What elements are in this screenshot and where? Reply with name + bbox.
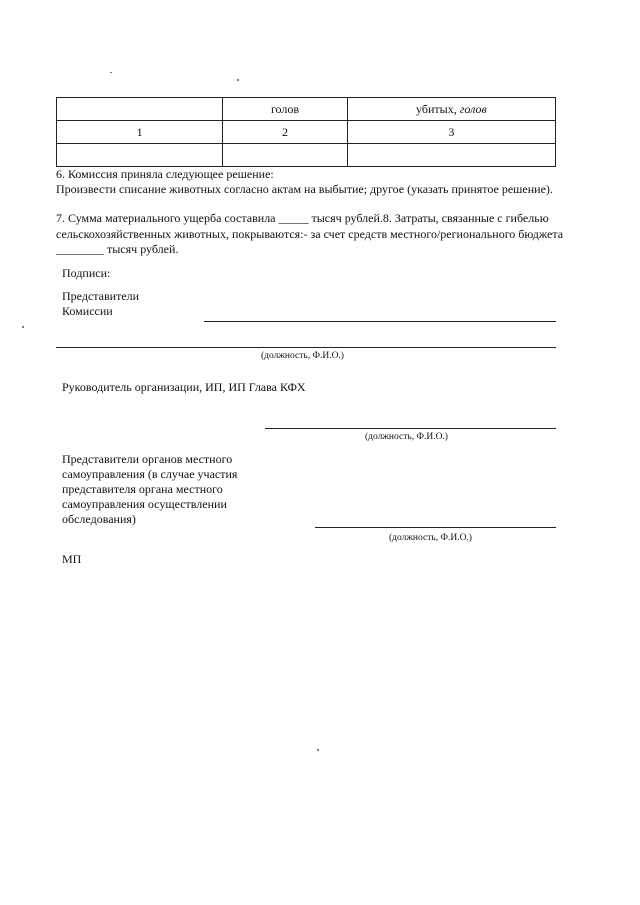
- table-cell: [223, 144, 348, 167]
- table-cell: [57, 144, 223, 167]
- section6-title: 6. Комиссия приняла следующее решение:: [56, 167, 274, 181]
- signature-caption: (должность, Ф.И.О.): [389, 533, 472, 543]
- signature-caption: (должность, Ф.И.О.): [261, 351, 344, 361]
- table-row: [57, 144, 556, 167]
- scan-speck: [237, 79, 239, 81]
- table-cell-italic: голов: [459, 101, 487, 116]
- table-cell-text: убитых,: [416, 101, 457, 116]
- table-number-row: [57, 121, 556, 144]
- section7-line1: 7. Сумма материального ущерба составила _____ тысяч рублей.8. Затраты, связанные с гибелью: [56, 211, 549, 225]
- stamp-place-label: МП: [62, 552, 82, 566]
- signature-line: [315, 527, 556, 528]
- scan-speck: [22, 326, 24, 328]
- table-header-row: [57, 98, 556, 121]
- table-cell: 2: [223, 121, 348, 144]
- table-cell: [57, 98, 223, 121]
- animals-table: [56, 97, 556, 167]
- scan-speck: [317, 749, 319, 751]
- table-cell: 3: [347, 121, 555, 144]
- local-government-label-line4: самоуправления осуществлении: [62, 497, 227, 511]
- scan-speck: [110, 72, 112, 73]
- signature-line: [56, 347, 556, 348]
- commission-label-line2: Комиссии: [62, 304, 113, 318]
- section6-text: Произвести списание животных согласно актам на выбытие; другое (указать принятое решение).: [56, 182, 553, 196]
- local-government-label-line5: обследования): [62, 512, 136, 526]
- table-cell: [347, 98, 555, 121]
- table-cell: [347, 144, 555, 167]
- commission-label-line1: Представители: [62, 289, 140, 303]
- section7-line2: сельскохозяйственных животных, покрываются:- за счет средств местного/регионального бюджета: [56, 227, 564, 241]
- table-cell: голов: [223, 98, 348, 121]
- signature-line: [204, 321, 556, 322]
- head-of-organization-label: Руководитель организации, ИП, ИП Глава КФХ: [62, 380, 306, 394]
- local-government-label-line2: самоуправления (в случае участия: [62, 467, 238, 481]
- section7-line3: ________ тысяч рублей.: [56, 242, 179, 256]
- local-government-label-line3: представителя органа местного: [62, 482, 223, 496]
- signatures-heading: Подписи:: [62, 266, 111, 280]
- local-government-label-line1: Представители органов местного: [62, 452, 233, 466]
- signature-caption: (должность, Ф.И.О.): [365, 432, 448, 442]
- table-cell: 1: [57, 121, 223, 144]
- signature-line: [265, 428, 556, 429]
